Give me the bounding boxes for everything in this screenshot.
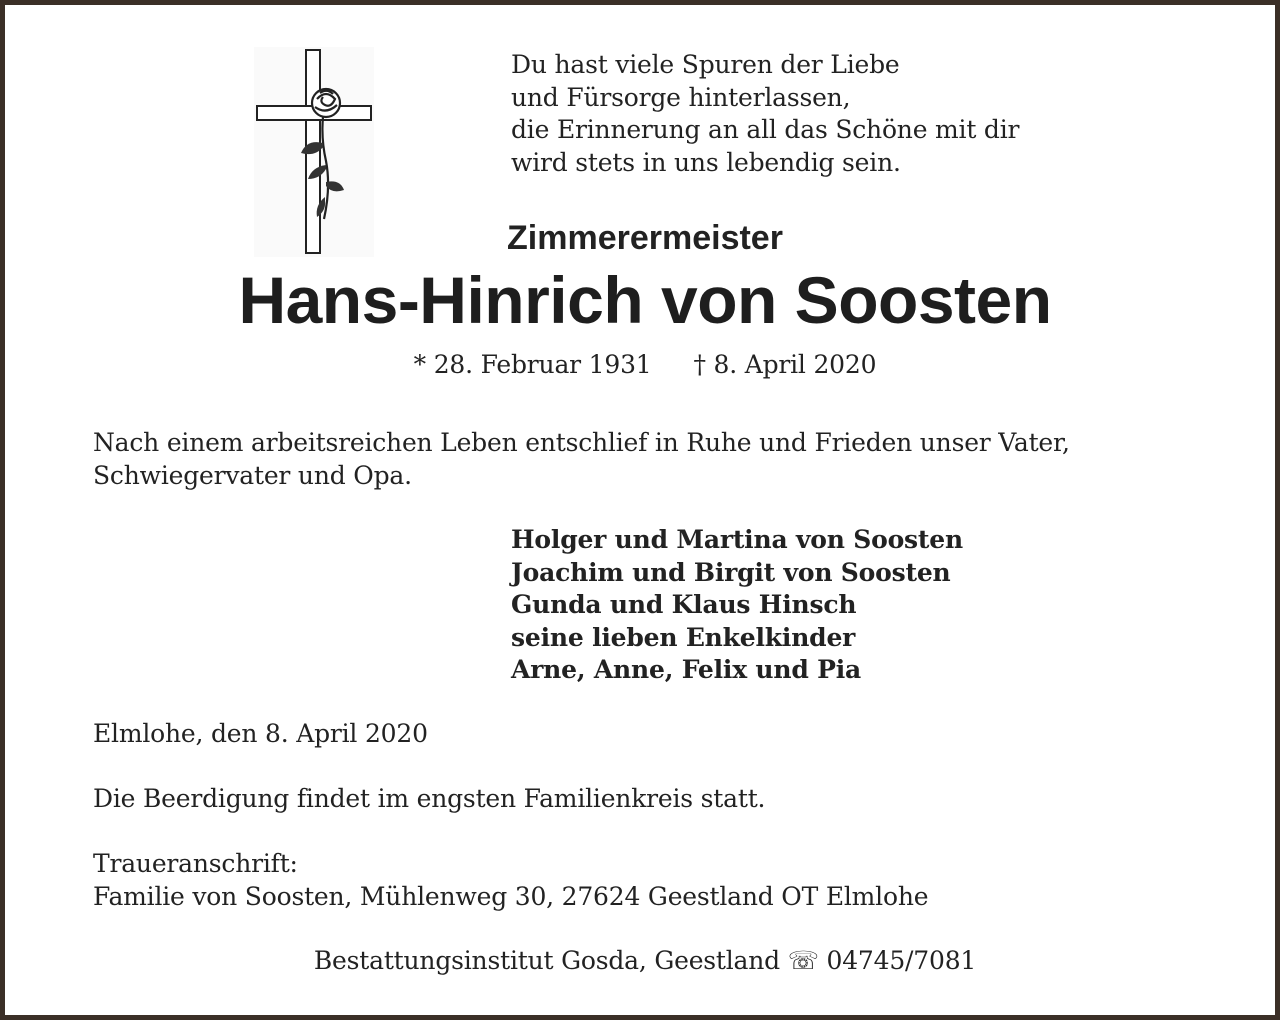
occupation-title: Zimmerermeister <box>507 219 783 257</box>
family-member: Holger und Martina von Soosten <box>511 525 963 554</box>
funeral-home: Bestattungsinstitut Gosda, Geestland ☏ 04745/7081 <box>313 946 977 975</box>
life-dates <box>5 349 1280 382</box>
family-list <box>511 524 963 687</box>
intro-line: Schwiegervater und Opa. <box>93 460 412 490</box>
address-text: Familie von Soosten, Mühlenweg 30, 27624 Geestland OT Elmlohe <box>93 881 929 911</box>
intro-line: Nach einem arbeitsreichen Leben entschlief in Ruhe und Frieden unser Vater, <box>93 428 1070 457</box>
death-date: † 8. April 2020 <box>693 350 877 379</box>
poem-line: und Fürsorge hinterlassen, <box>511 82 851 112</box>
family-member: Gunda und Klaus Hinsch <box>511 590 857 619</box>
intro-text <box>93 427 1070 492</box>
poem-line: wird stets in uns lebendig sein. <box>511 147 901 177</box>
poem-line: Du hast viele Spuren der Liebe <box>511 50 900 79</box>
burial-note: Die Beerdigung findet im engsten Familienkreis statt. <box>93 784 766 813</box>
poem <box>511 49 1019 179</box>
birth-date: * 28. Februar 1931 <box>413 350 652 379</box>
mourning-address <box>93 848 928 913</box>
family-member: Joachim und Birgit von Soosten <box>511 557 951 587</box>
family-member: seine lieben Enkelkinder <box>511 622 856 652</box>
address-label: Traueranschrift: <box>93 849 298 878</box>
family-member: Arne, Anne, Felix und Pia <box>511 655 862 684</box>
poem-line: die Erinnerung an all das Schöne mit dir <box>511 115 1020 144</box>
deceased-name: Hans-Hinrich von Soosten <box>238 263 1052 337</box>
place-date: Elmlohe, den 8. April 2020 <box>93 719 428 748</box>
